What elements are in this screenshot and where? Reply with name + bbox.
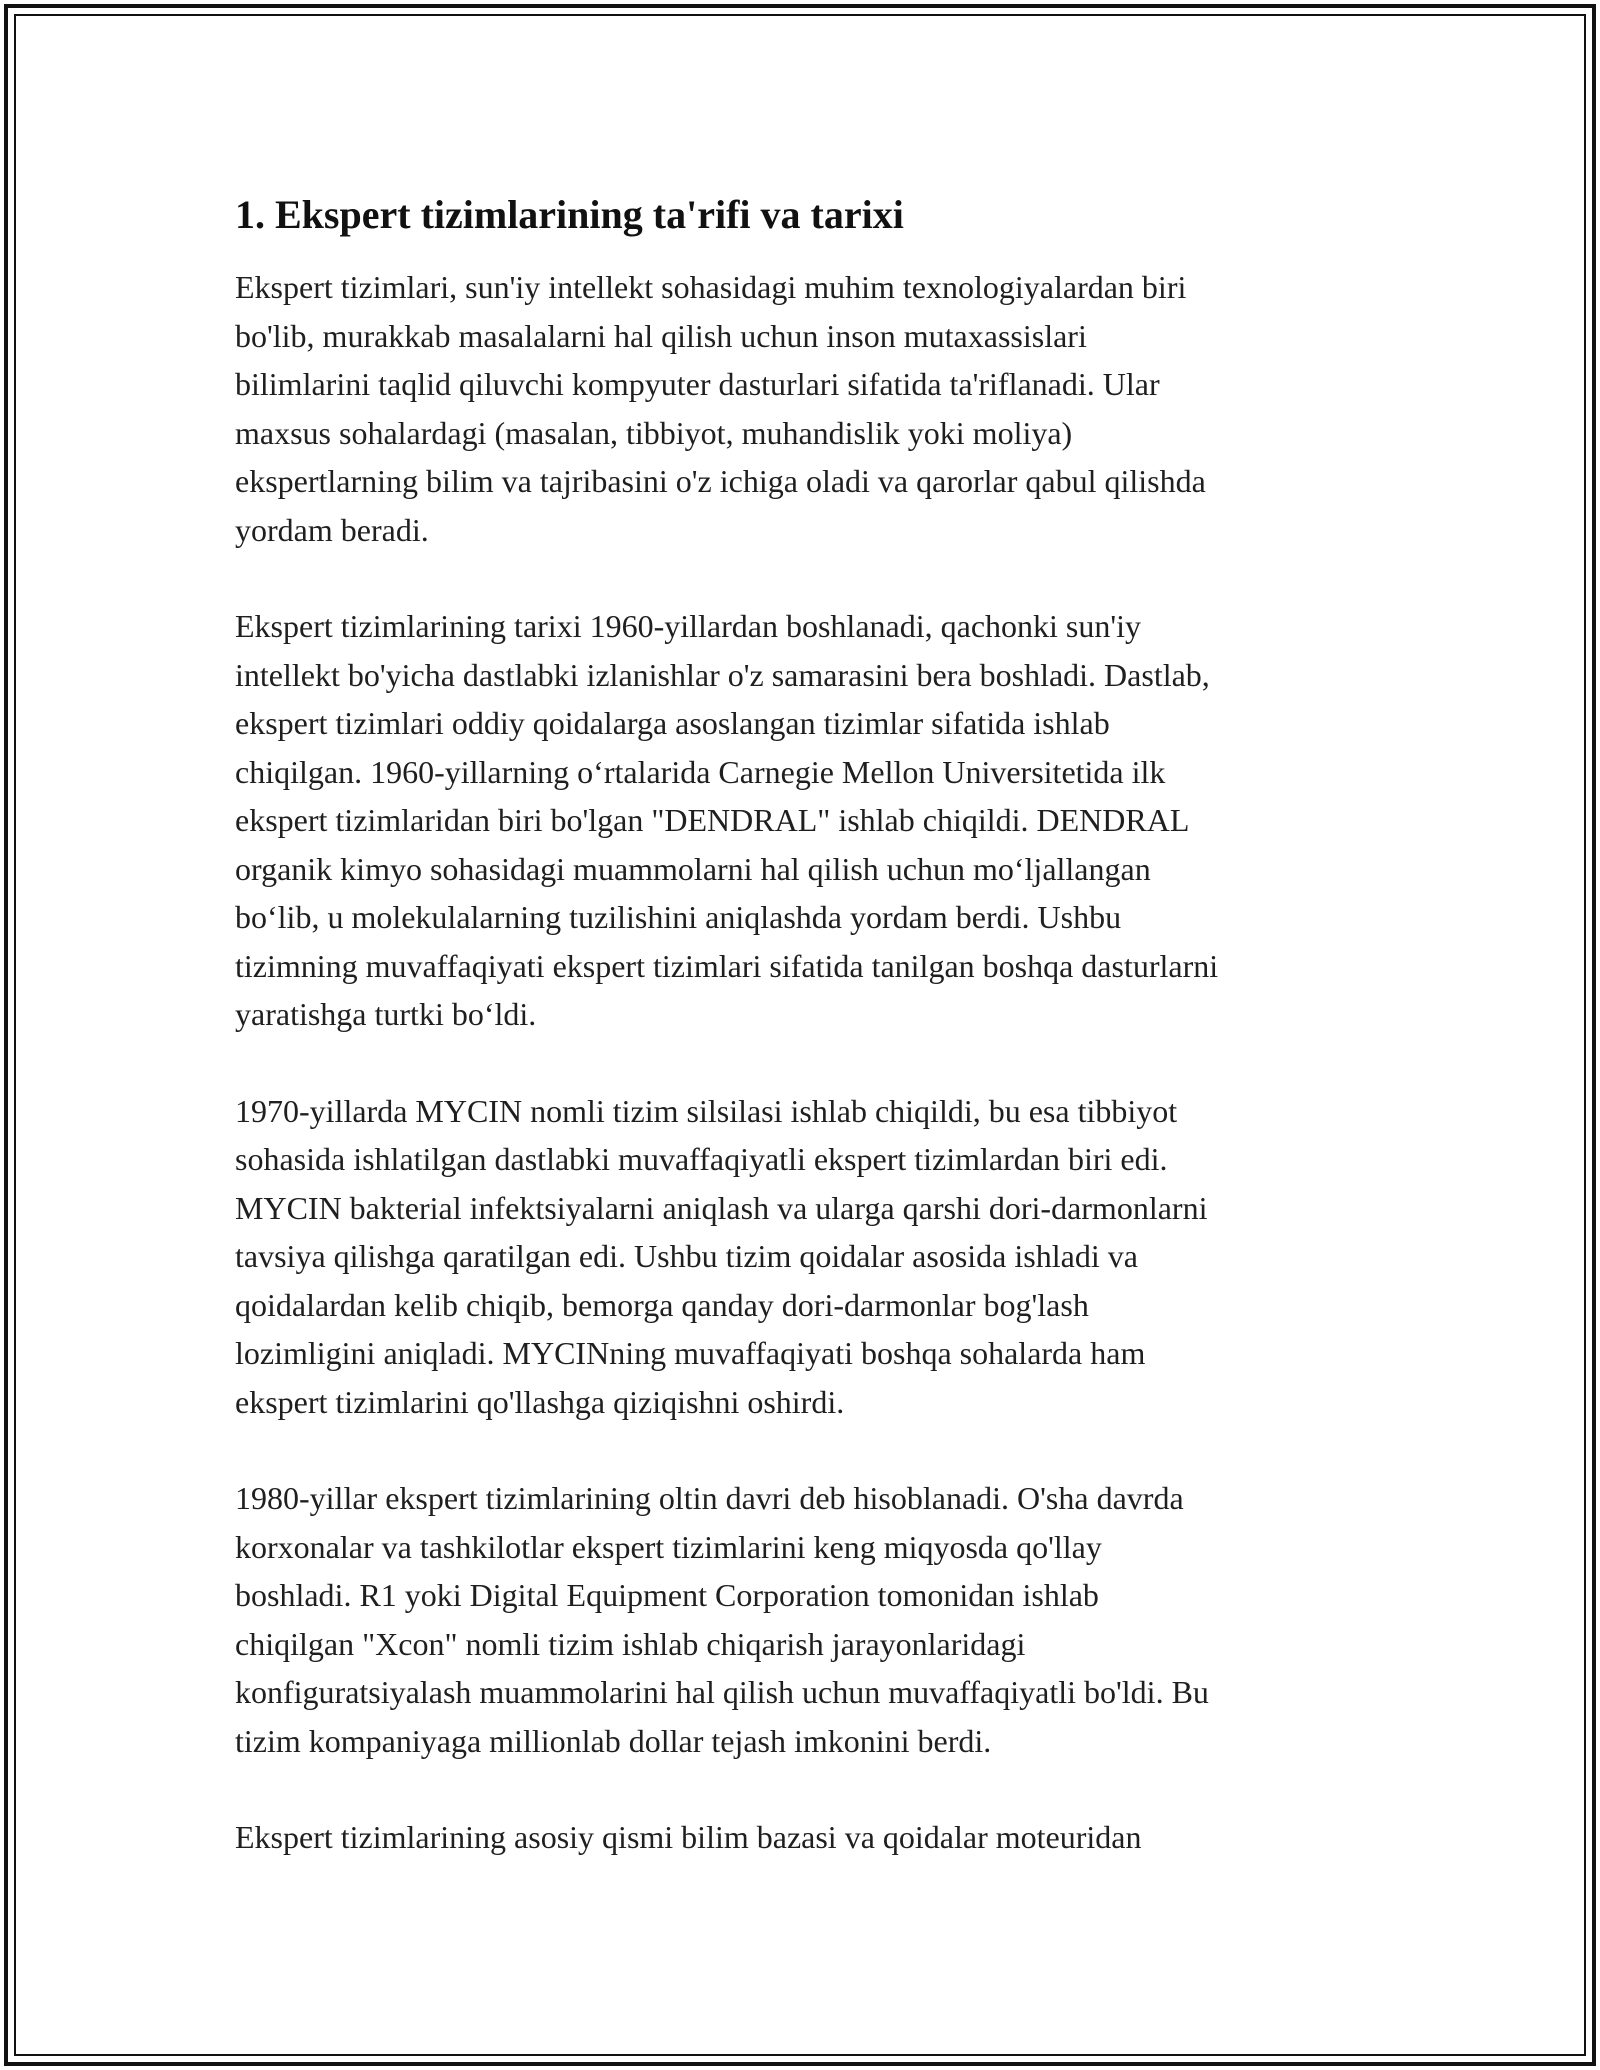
document-body bbox=[235, 190, 1375, 1862]
paragraph-history-1960s: Ekspert tizimlarining tarixi 1960-yillardan boshlanadi, qachonki sun'iy intellekt bo'yicha dastlabki izlanishlar o'z samarasini bera boshladi. Dastlab, ekspert tizimlari oddiy qoidalarga asoslangan tizimlar sifatida ishlab chiqilgan. 1960-yillarning o‘rtalarida Carnegie Mellon Universitetida ilk ekspert tizimlaridan biri bo'lgan "DENDRAL" ishlab chiqildi. DENDRAL organik kimyo sohasidagi muammolarni hal qilish uchun mo‘ljallangan bo‘lib, u molekulalarning tuzilishini aniqlashda yordam berdi. Ushbu tizimning muvaffaqiyati ekspert tizimlari sifatida tanilgan boshqa dasturlarni yaratishga turtki bo‘ldi. bbox=[235, 608, 1219, 1032]
section-heading: 1. Ekspert tizimlarining ta'rifi va tarixi bbox=[235, 192, 904, 237]
paragraph-definition: Ekspert tizimlari, sun'iy intellekt sohasidagi muhim texnologiyalardan biri bo'lib, murakkab masalalarni hal qilish uchun inson mutaxassislari bilimlarini taqlid qiluvchi kompyuter dasturlari sifatida ta'riflanadi. Ular maxsus sohalardagi (masalan, tibbiyot, muhandislik yoki moliya) ekspertlarning bilim va tajribasini o'z ichiga oladi va qarorlar qabul qilishda yordam beradi. bbox=[235, 269, 1206, 548]
paragraph-components: Ekspert tizimlarining asosiy qismi bilim bazasi va qoidalar moteuridan bbox=[235, 1819, 1142, 1855]
paragraph-history-1970s: 1970-yillarda MYCIN nomli tizim silsilasi ishlab chiqildi, bu esa tibbiyot sohasida ishlatilgan dastlabki muvaffaqiyatli ekspert tizimlardan biri edi. MYCIN bakterial infektsiyalarni aniqlash va ularga qarshi dori-darmonlarni tavsiya qilishga qaratilgan edi. Ushbu tizim qoidalar asosida ishladi va qoidalardan kelib chiqib, bemorga qanday dori-darmonlar bog'lash lozimligini aniqladi. MYCINning muvaffaqiyati boshqa sohalarda ham ekspert tizimlarini qo'llashga qiziqishni oshirdi. bbox=[235, 1092, 1208, 1420]
paragraph-history-1980s: 1980-yillar ekspert tizimlarining oltin davri deb hisoblanadi. O'sha davrda korxonalar va tashkilotlar ekspert tizimlarini keng miqyosda qo'llay boshladi. R1 yoki Digital Equipment Corporation tomonidan ishlab chiqilgan "Xcon" nomli tizim ishlab chiqarish jarayonlaridagi konfiguratsiyalash muammolarini hal qilish uchun muvaffaqiyatli bo'ldi. Bu tizim kompaniyaga millionlab dollar tejash imkonini berdi. bbox=[235, 1480, 1209, 1759]
